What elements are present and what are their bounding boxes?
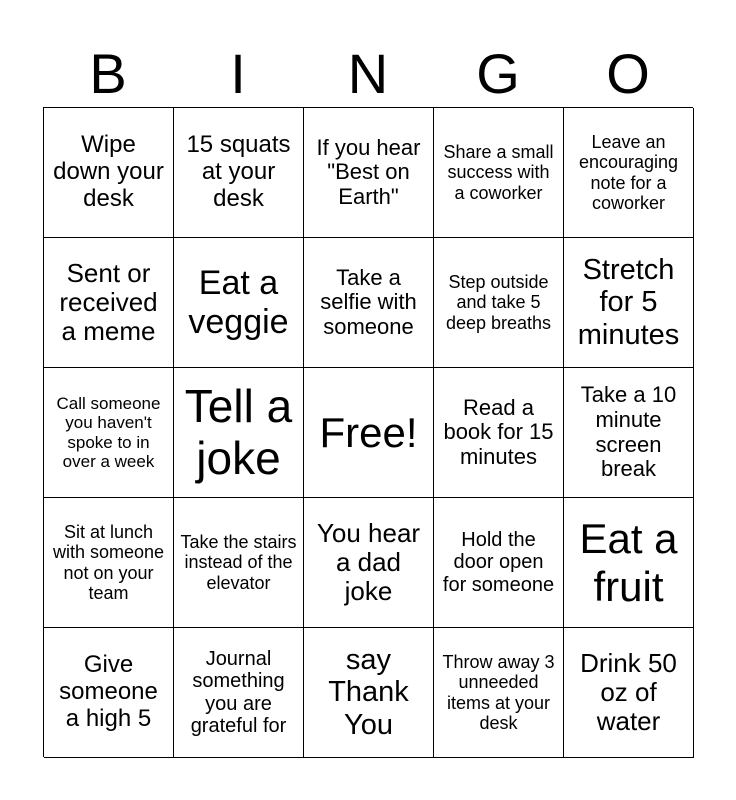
cell-text: Sit at lunch with someone not on your team — [52, 522, 165, 603]
header-letter-b: B — [89, 42, 127, 105]
cell-text: Tell a joke — [184, 379, 293, 484]
bingo-cell[interactable] — [564, 108, 694, 238]
bingo-cell[interactable] — [564, 628, 694, 758]
bingo-cell[interactable] — [44, 628, 174, 758]
bingo-cell[interactable] — [304, 108, 434, 238]
cell-text: Take a 10 minute screen break — [580, 382, 677, 482]
bingo-cell[interactable] — [44, 498, 174, 628]
bingo-cell[interactable] — [304, 238, 434, 368]
cell-text: You hear a dad joke — [316, 517, 421, 607]
cell-text: Call someone you haven't spoke to in over a week — [56, 394, 161, 471]
bingo-cell[interactable] — [564, 498, 694, 628]
bingo-cell[interactable] — [434, 238, 564, 368]
bingo-cell[interactable] — [434, 368, 564, 498]
cell-text: Wipe down your desk — [53, 131, 164, 212]
bingo-cell[interactable] — [174, 368, 304, 498]
cell-text: Sent or received a meme — [59, 257, 158, 347]
header-letter-i: I — [230, 42, 246, 105]
bingo-cell-free[interactable] — [304, 368, 434, 498]
cell-text: say Thank You — [328, 643, 409, 741]
cell-text: Eat a fruit — [579, 515, 678, 610]
header-letter-n: N — [347, 42, 389, 105]
bingo-cell[interactable] — [174, 498, 304, 628]
free-space-text: Free! — [319, 408, 418, 456]
bingo-cell[interactable] — [174, 108, 304, 238]
cell-text: Give someone a high 5 — [59, 651, 158, 732]
bingo-cell[interactable] — [304, 628, 434, 758]
cell-text: Step outside and take 5 deep breaths — [445, 272, 552, 333]
bingo-cell[interactable] — [434, 498, 564, 628]
cell-text: If you hear "Best on Earth" — [316, 134, 421, 209]
bingo-cell[interactable] — [44, 108, 174, 238]
bingo-cell[interactable] — [44, 238, 174, 368]
bingo-cell[interactable] — [564, 368, 694, 498]
cell-text: Eat a veggie — [188, 264, 289, 341]
cell-text: Share a small success with a coworker — [443, 142, 554, 203]
cell-text: Journal something you are grateful for — [190, 647, 287, 737]
header-letter-o: O — [606, 42, 650, 105]
bingo-cell[interactable] — [564, 238, 694, 368]
cell-text: Drink 50 oz of water — [580, 647, 677, 737]
cell-text: Leave an encouraging note for a coworker — [578, 132, 679, 213]
cell-text: Take the stairs instead of the elevator — [180, 532, 297, 593]
cell-text: 15 squats at your desk — [186, 131, 291, 212]
bingo-header — [43, 40, 693, 108]
cell-text: Throw away 3 unneeded items at your desk — [442, 652, 555, 733]
bingo-cell[interactable] — [434, 628, 564, 758]
bingo-cell[interactable] — [44, 368, 174, 498]
cell-text: Read a book for 15 minutes — [443, 394, 554, 469]
cell-text: Hold the door open for someone — [442, 528, 555, 596]
header-letter-g: G — [476, 42, 520, 105]
bingo-cell[interactable] — [434, 108, 564, 238]
cell-text: Take a selfie with someone — [320, 264, 417, 339]
bingo-cell[interactable] — [174, 238, 304, 368]
bingo-board — [43, 107, 693, 757]
bingo-cell[interactable] — [304, 498, 434, 628]
bingo-cell[interactable] — [174, 628, 304, 758]
cell-text: Stretch for 5 minutes — [577, 253, 680, 351]
